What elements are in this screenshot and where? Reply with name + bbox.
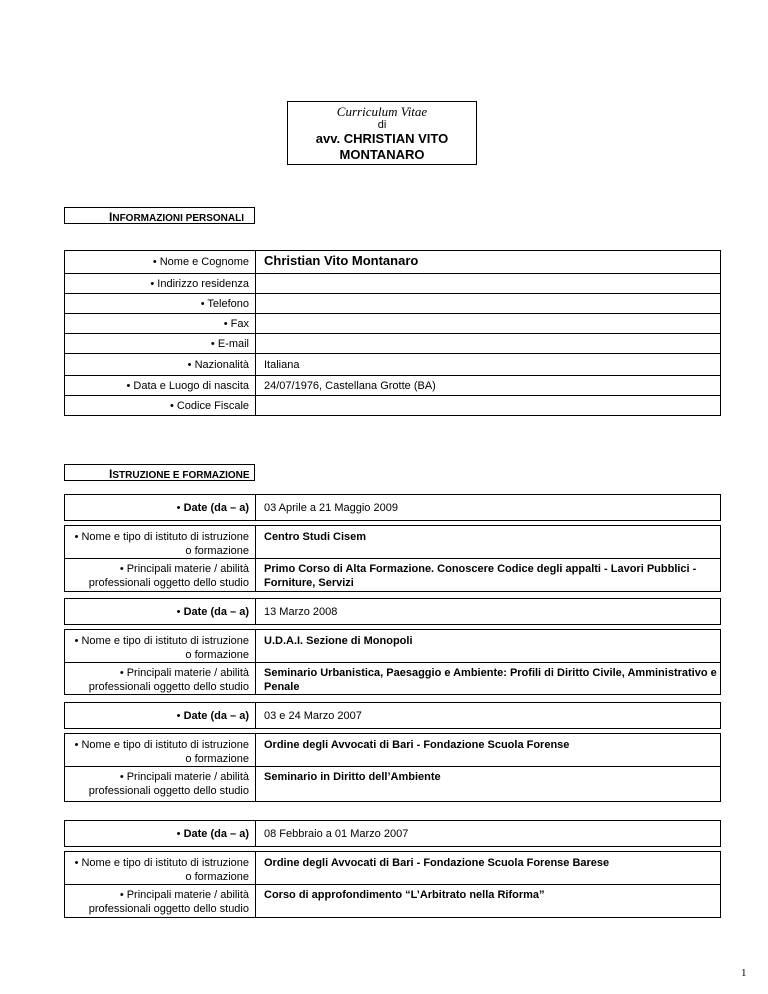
personal-label: • Nome e Cognome	[65, 251, 256, 274]
section-education	[64, 464, 255, 481]
personal-value	[256, 396, 721, 416]
section-personal-initial: I	[109, 210, 113, 224]
personal-label: • Codice Fiscale	[65, 396, 256, 416]
subjects-label: • Principali materie / abilità professionali oggetto dello studio	[65, 885, 256, 918]
institute-label: • Nome e tipo di istituto di istruzione o formazione	[65, 526, 256, 559]
personal-row	[65, 354, 721, 376]
personal-row	[65, 314, 721, 334]
section-personal-info	[64, 207, 255, 224]
section-education-rest: STRUZIONE E FORMAZIONE	[112, 470, 250, 481]
personal-label: • Telefono	[65, 294, 256, 314]
personal-value	[256, 294, 721, 314]
institute-label: • Nome e tipo di istituto di istruzione o formazione	[65, 852, 256, 885]
entry-institute: U.D.A.I. Sezione di Monopoli	[256, 630, 721, 663]
entry-date: 03 Aprile a 21 Maggio 2009	[256, 495, 721, 521]
entry-date: 08 Febbraio a 01 Marzo 2007	[256, 821, 721, 847]
subjects-label: • Principali materie / abilità professionali oggetto dello studio	[65, 767, 256, 802]
education-entry	[64, 494, 721, 521]
title-name-line2: MONTANARO	[339, 147, 425, 162]
title-curriculum-vitae: Curriculum Vitae	[336, 104, 428, 119]
education-entry	[64, 598, 721, 625]
entry-institute: Ordine degli Avvocati di Bari - Fondazione Scuola Forense Barese	[256, 852, 721, 885]
personal-row	[65, 274, 721, 294]
cv-title-box	[287, 101, 477, 165]
institute-label: • Nome e tipo di istituto di istruzione o formazione	[65, 734, 256, 767]
personal-value	[256, 274, 721, 294]
education-entry-details	[64, 733, 721, 802]
entry-date: 13 Marzo 2008	[256, 599, 721, 625]
personal-row	[65, 334, 721, 354]
education-entry-details	[64, 629, 721, 695]
education-entry-details	[64, 525, 721, 592]
section-education-initial: I	[109, 467, 113, 481]
personal-label: • Indirizzo residenza	[65, 274, 256, 294]
entry-date: 03 e 24 Marzo 2007	[256, 703, 721, 729]
personal-value-birth: 24/07/1976, Castellana Grotte (BA)	[256, 376, 721, 396]
personal-row	[65, 376, 721, 396]
personal-label: • Nazionalità	[65, 354, 256, 376]
personal-value-name: Christian Vito Montanaro	[256, 251, 721, 274]
personal-value	[256, 334, 721, 354]
page-number: 1	[741, 967, 747, 979]
personal-label: • Fax	[65, 314, 256, 334]
subjects-label: • Principali materie / abilità professionali oggetto dello studio	[65, 663, 256, 695]
entry-subjects: Corso di approfondimento “L’Arbitrato nella Riforma”	[256, 885, 721, 918]
personal-info-table	[64, 250, 721, 416]
entry-institute: Ordine degli Avvocati di Bari - Fondazione Scuola Forense	[256, 734, 721, 767]
subjects-label: • Principali materie / abilità professionali oggetto dello studio	[65, 559, 256, 592]
section-personal-rest: NFORMAZIONI PERSONALI	[112, 213, 245, 224]
personal-label: • Data e Luogo di nascita	[65, 376, 256, 396]
entry-institute: Centro Studi Cisem	[256, 526, 721, 559]
title-name-line1: avv. CHRISTIAN VITO	[315, 131, 449, 146]
entry-subjects: Primo Corso di Alta Formazione. Conoscere Codice degli appalti - Lavori Pubblici - Forniture, Servizi	[256, 559, 721, 592]
personal-row	[65, 396, 721, 416]
personal-value-nationality: Italiana	[256, 354, 721, 376]
date-label: • Date (da – a)	[65, 703, 256, 729]
personal-row	[65, 251, 721, 274]
education-entry-details	[64, 851, 721, 918]
education-entry	[64, 702, 721, 729]
date-label: • Date (da – a)	[65, 599, 256, 625]
personal-row	[65, 294, 721, 314]
date-label: • Date (da – a)	[65, 495, 256, 521]
date-label: • Date (da – a)	[65, 821, 256, 847]
title-di: di	[377, 119, 387, 131]
entry-subjects: Seminario Urbanistica, Paesaggio e Ambiente: Profili di Diritto Civile, Amministrativo e Penale	[256, 663, 721, 695]
personal-value	[256, 314, 721, 334]
personal-label: • E-mail	[65, 334, 256, 354]
entry-subjects: Seminario in Diritto dell’Ambiente	[256, 767, 721, 802]
institute-label: • Nome e tipo di istituto di istruzione o formazione	[65, 630, 256, 663]
education-entry	[64, 820, 721, 847]
